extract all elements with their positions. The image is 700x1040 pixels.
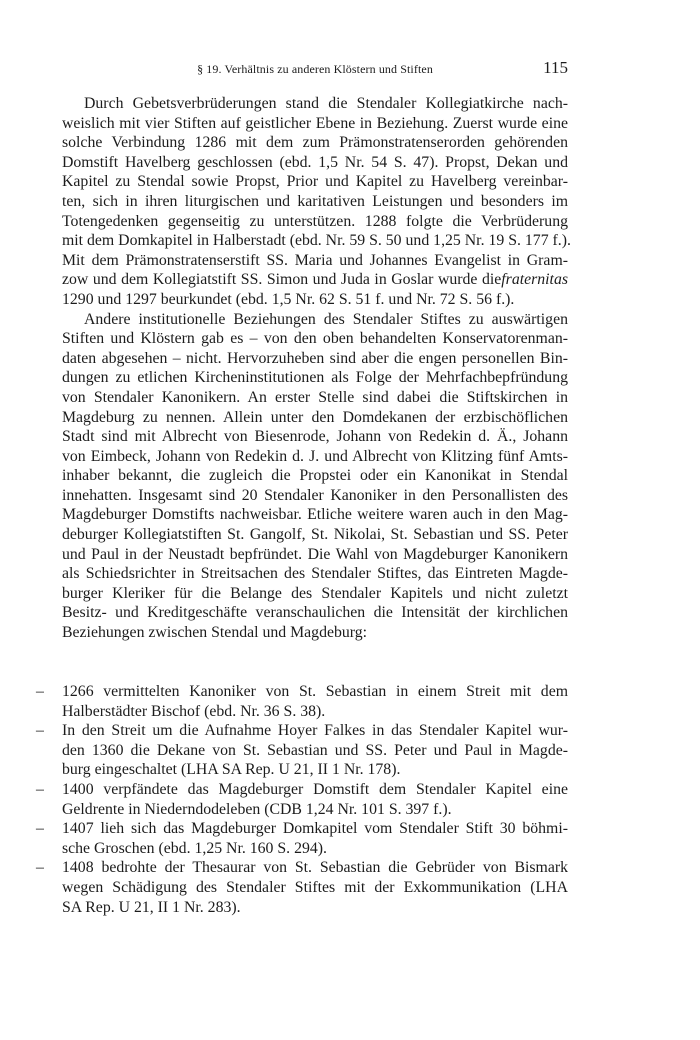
text-line: deburger Kollegiatstiften St. Gangolf, St. Nikolai, St. Sebastian und SS. Peter xyxy=(62,526,568,544)
text-line: 1266 vermittelten Kanoniker von St. Sebastian in einem Streit mit dem xyxy=(62,683,568,700)
list-item xyxy=(36,721,568,780)
list-dash: – xyxy=(36,820,44,838)
event-list xyxy=(36,682,568,917)
text-line: daten abgesehen – nicht. Hervorzuheben sind aber die engen personellen Bin- xyxy=(62,349,568,367)
text-line: Andere institutionelle Beziehungen des Stendaler Stiftes zu auswärtigen xyxy=(84,310,568,328)
body-text xyxy=(62,94,571,643)
text-line: von Stendaler Kanonikern. An erster Stelle sind dabei die Stiftskirchen in xyxy=(62,388,568,406)
page-header xyxy=(62,58,568,82)
text-line: 1408 bedrohte der Thesaurar von St. Sebastian die Gebrüder von Bismark xyxy=(62,859,568,877)
text-line: den 1360 die Dekane von St. Sebastian und SS. Peter und Paul in Magde- xyxy=(62,741,568,759)
text-line: mit dem Domkapitel in Halberstadt (ebd. Nr. 59 S. 50 und 1,25 Nr. 19 S. 177 f.). xyxy=(62,232,571,250)
paragraph-institutionelle-beziehungen xyxy=(62,310,568,643)
text-line: weislich mit vier Stiften auf geistlicher Ebene in Beziehung. Zuerst wurde eine xyxy=(62,114,568,132)
list-dash: – xyxy=(36,780,44,798)
text-line: Magdeburger Domstifts nachweisbar. Etliche weitere waren auch in den Mag- xyxy=(62,506,568,524)
text-line: Magdeburg zu nennen. Allein unter den Domdekanen der erzbischöflichen xyxy=(62,408,568,426)
text-line-with-italic xyxy=(62,270,568,290)
list-item xyxy=(36,780,568,819)
text-line: als Schiedsrichter in Streitsachen des Stendaler Stiftes, das Eintreten Magde- xyxy=(62,565,568,583)
text-line: 1407 lieh sich das Magdeburger Domkapitel vom Stendaler Stift 30 böhmi- xyxy=(62,820,568,838)
text-line: Beziehungen zwischen Stendal und Magdeburg: xyxy=(62,624,368,642)
italic-term-fraternitas: fraternitas xyxy=(501,271,568,289)
text-line: solche Verbindung 1286 mit dem zum Prämonstratenserorden gehörenden xyxy=(62,134,568,152)
text-line: dungen zu etlichen Kircheninstitutionen als Folge der Mehrfachbepfründung xyxy=(62,369,568,387)
text-line: SA Rep. U 21, II 1 Nr. 283). xyxy=(62,898,241,916)
list-dash: – xyxy=(36,859,44,877)
running-head: § 19. Verhältnis zu anderen Klöstern und Stiften xyxy=(197,62,433,76)
text-line: wegen Schädigung des Stendaler Stiftes mit der Exkommunikation (LHA xyxy=(62,878,568,896)
list-dash: – xyxy=(36,683,44,700)
text-line: burger Kleriker für die Belange des Stendaler Kapitels und nicht zuletzt xyxy=(62,584,568,602)
text-line: 1290 und 1297 beurkundet (ebd. 1,5 Nr. 62 S. 51 f. und Nr. 72 S. 56 f.). xyxy=(62,290,515,308)
text-line: Geldrente in Niederndodeleben (CDB 1,24 Nr. 101 S. 397 f.). xyxy=(62,800,452,818)
text-line: 1400 verpfändete das Magdeburger Domstift dem Stendaler Kapitel eine xyxy=(62,780,568,798)
text-line: und Paul in der Neustadt bepfründet. Die Wahl von Magdeburger Kanonikern xyxy=(62,545,568,563)
text-line: Mit dem Prämonstratenserstift SS. Maria und Johannes Evangelist in Gram- xyxy=(62,251,568,269)
text-line: Kapitel zu Stendal sowie Propst, Prior und Kapitel zu Havelberg vereinbar- xyxy=(62,173,568,191)
list-item xyxy=(36,858,568,917)
text-line: ten, sich in ihren liturgischen und karitativen Leistungen und besonders im xyxy=(62,192,568,210)
list-item xyxy=(36,682,568,721)
text-line: Halberstädter Bischof (ebd. Nr. 36 S. 38). xyxy=(62,702,326,720)
text-line: sche Groschen (ebd. 1,25 Nr. 160 S. 294). xyxy=(62,839,327,857)
text-line: von Eimbeck, Johann von Redekin d. J. und Albrecht von Klitzing fünf Amts- xyxy=(62,447,568,465)
page-number: 115 xyxy=(543,58,568,77)
text-line: inhaber bekannt, die zugleich die Propstei oder ein Kanonikat in Stendal xyxy=(62,467,568,485)
list-item xyxy=(36,819,568,858)
text-line: Durch Gebetsverbrüderungen stand die Stendaler Kollegiatkirche nach- xyxy=(84,95,568,112)
text-line: Stiften und Klöstern gab es – von den oben behandelten Konservatorenman- xyxy=(62,330,568,348)
text-line: In den Streit um die Aufnahme Hoyer Falkes in das Stendaler Kapitel wur- xyxy=(62,722,568,740)
text-line: innehatten. Insgesamt sind 20 Stendaler Kanoniker in den Personallisten des xyxy=(62,486,568,504)
list-dash: – xyxy=(36,722,44,740)
paragraph-gebetsverbruederungen xyxy=(62,94,571,310)
text-line: Totengedenken gegenseitig zu unterstützen. 1288 folgte die Verbrüderung xyxy=(62,212,568,230)
text-line: Besitz- und Kreditgeschäfte veranschaulichen die Intensität der kirchlichen xyxy=(62,604,568,622)
text-segment: zow und dem Kollegiatstift SS. Simon und Juda in Goslar wurde die xyxy=(62,271,502,289)
text-line: Stadt sind mit Albrecht von Biesenrode, Johann von Redekin d. Ä., Johann xyxy=(62,428,568,446)
text-line: burg eingeschaltet (LHA SA Rep. U 21, II 1 Nr. 178). xyxy=(62,761,401,779)
text-line: Domstift Havelberg geschlossen (ebd. 1,5 Nr. 54 S. 47). Propst, Dekan und xyxy=(62,153,568,171)
